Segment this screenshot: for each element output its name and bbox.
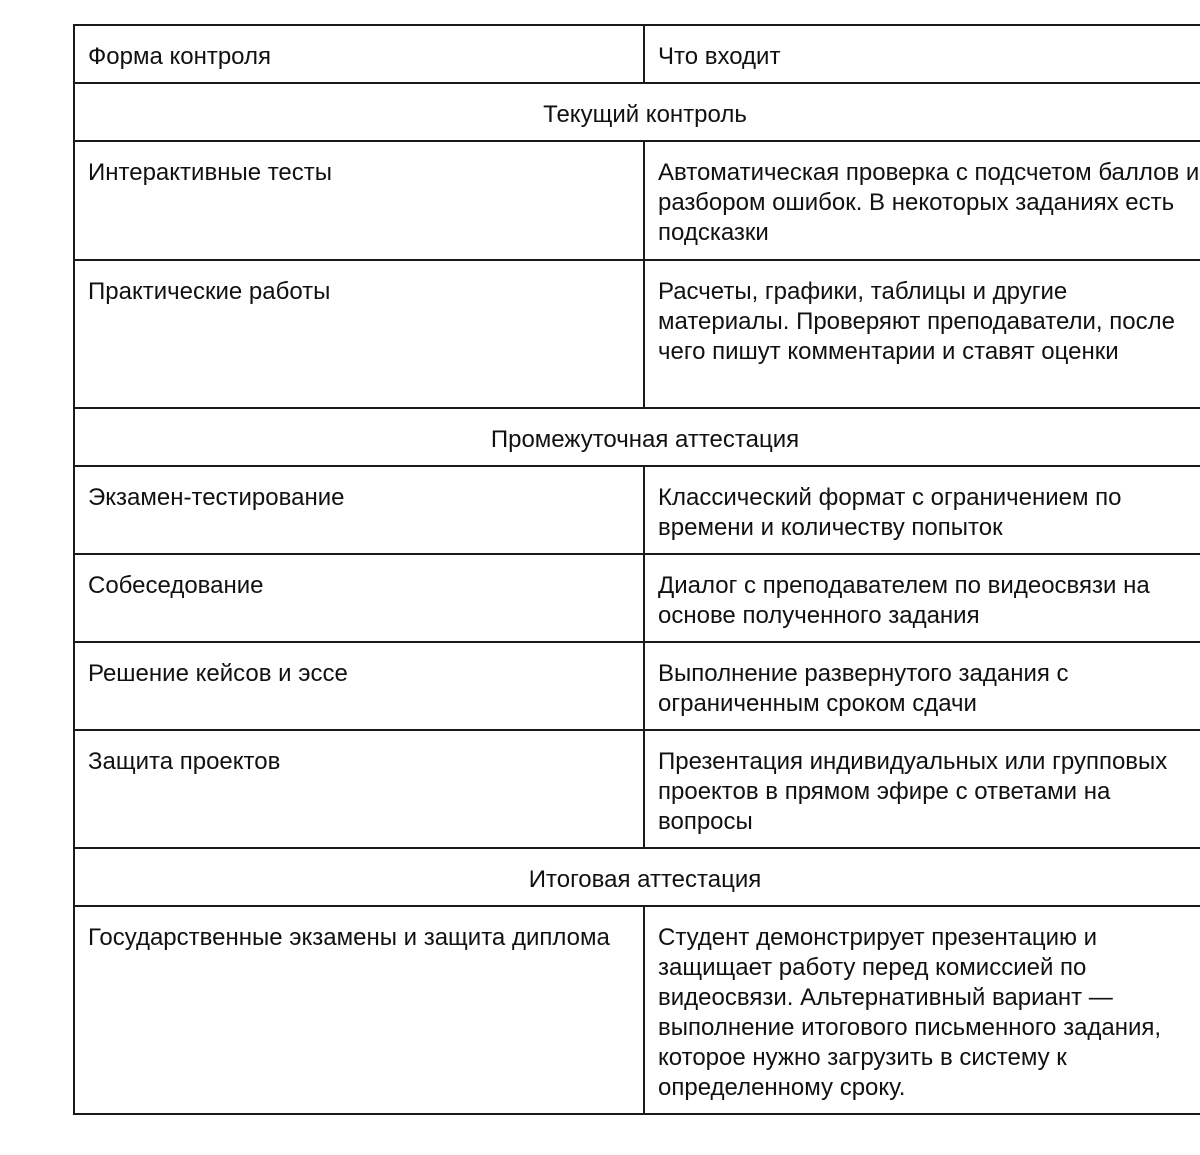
form-cell: Собеседование (74, 554, 644, 642)
table-header-row (74, 25, 1200, 83)
form-cell: Практические работы (74, 260, 644, 408)
table-row (74, 141, 1200, 260)
section-row (74, 408, 1200, 466)
form-cell: Защита проектов (74, 730, 644, 848)
header-content-cell: Что входит (644, 25, 1200, 83)
table-row (74, 642, 1200, 730)
content-cell: Классический формат с ограничением по времени и количеству попыток (644, 466, 1200, 554)
section-title: Текущий контроль (74, 83, 1200, 141)
content-cell: Автоматическая проверка с подсчетом баллов и разбором ошибок. В некоторых заданиях есть подсказки (644, 141, 1200, 260)
content-cell: Студент демонстрирует презентацию и защищает работу перед комиссией по видеосвязи. Альтернативный вариант — выполнение итогового письменного задания, которое нужно загрузить в систему к определенному сроку. (644, 906, 1200, 1114)
table-row (74, 260, 1200, 408)
form-cell: Экзамен-тестирование (74, 466, 644, 554)
content-cell: Выполнение развернутого задания с ограниченным сроком сдачи (644, 642, 1200, 730)
form-cell: Интерактивные тесты (74, 141, 644, 260)
table-row (74, 466, 1200, 554)
form-cell: Государственные экзамены и защита диплома (74, 906, 644, 1114)
section-title: Итоговая аттестация (74, 848, 1200, 906)
form-cell: Решение кейсов и эссе (74, 642, 644, 730)
section-row (74, 848, 1200, 906)
table-row (74, 730, 1200, 848)
table-row (74, 554, 1200, 642)
content-cell: Презентация индивидуальных или групповых проектов в прямом эфире с ответами на вопросы (644, 730, 1200, 848)
assessment-table (73, 24, 1200, 1115)
header-form-cell: Форма контроля (74, 25, 644, 83)
content-cell: Диалог с преподавателем по видеосвязи на основе полученного задания (644, 554, 1200, 642)
section-title: Промежуточная аттестация (74, 408, 1200, 466)
table-row (74, 906, 1200, 1114)
section-row (74, 83, 1200, 141)
content-cell: Расчеты, графики, таблицы и другие материалы. Проверяют преподаватели, после чего пишут комментарии и ставят оценки (644, 260, 1200, 408)
